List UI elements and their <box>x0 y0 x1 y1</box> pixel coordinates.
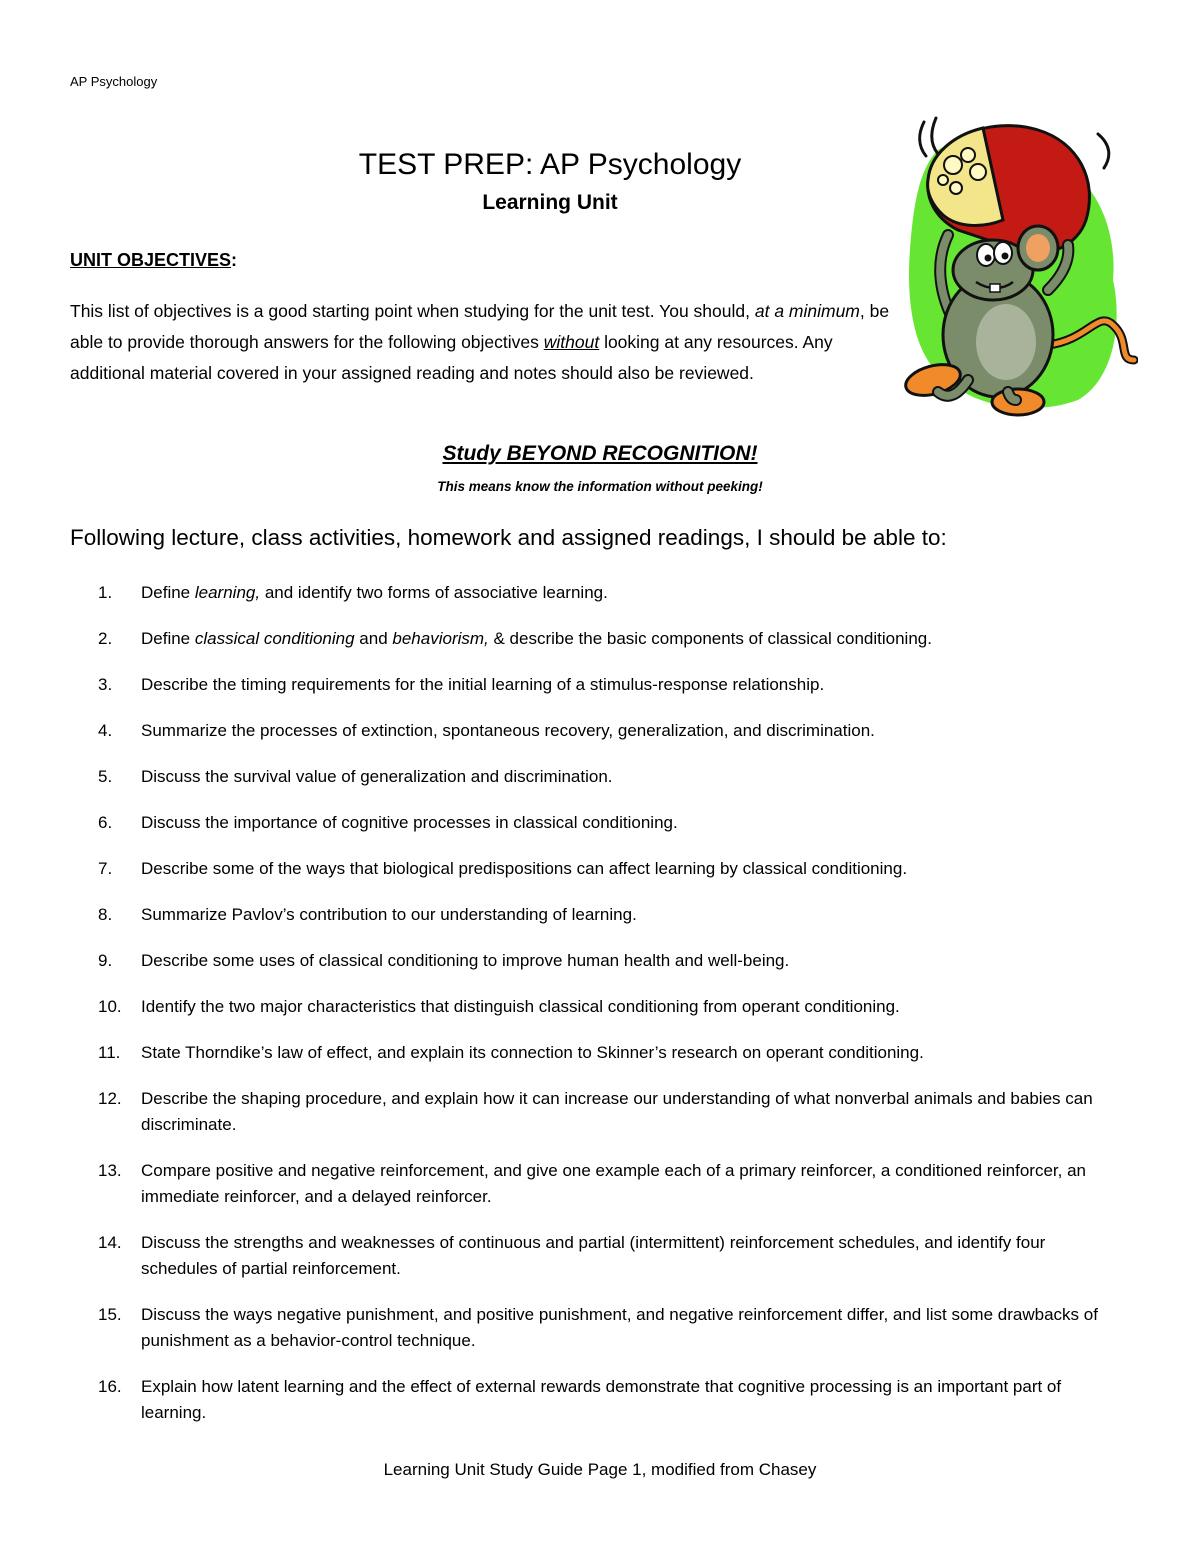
item-text: Describe the shaping procedure, and explain how it can increase our understanding of what nonverbal animals and babies can discriminate. <box>141 1089 1093 1134</box>
item-text <box>141 580 1126 606</box>
item-text: Describe the timing requirements for the initial learning of a stimulus-response relationship. <box>141 675 825 694</box>
study-note: This means know the information without peeking! <box>437 479 763 494</box>
objectives-intro <box>70 296 900 389</box>
item-number: 1. <box>98 583 113 602</box>
intro-text-1: This list of objectives is a good starting point when studying for the unit test. You should, <box>70 301 755 321</box>
item-number: 11. <box>98 1043 121 1062</box>
item-text: State Thorndike’s law of effect, and explain its connection to Skinner’s research on operant conditioning. <box>141 1043 924 1062</box>
item-number: 14. <box>98 1233 122 1252</box>
item-text: Summarize the processes of extinction, spontaneous recovery, generalization, and discrimination. <box>141 721 875 740</box>
mouse-eye <box>977 244 995 266</box>
intro-text-3: looking at any resources. Any additional material covered in your assigned reading and notes should also be reviewed. <box>70 332 833 383</box>
item-number: 2. <box>98 629 113 648</box>
item-number: 9. <box>98 951 113 970</box>
mouse-cheese-illustration <box>898 110 1138 422</box>
item-text: Discuss the survival value of generalization and discrimination. <box>141 767 613 786</box>
item-text: Describe some of the ways that biological predispositions can affect learning by classical conditioning. <box>141 859 908 878</box>
item-text-c: & describe the basic components of classical conditioning. <box>488 629 932 648</box>
item-number: 7. <box>98 859 113 878</box>
objectives-heading-text: UNIT OBJECTIVES <box>70 250 232 270</box>
item-text: Explain how latent learning and the effect of external rewards demonstrate that cognitive processing is an important part of learning. <box>141 1377 1062 1422</box>
item-number: 4. <box>98 721 113 740</box>
item-text-em2: behaviorism, <box>392 629 489 648</box>
page-header: AP Psychology <box>70 74 158 89</box>
study-banner: Study BEYOND RECOGNITION! <box>442 442 758 465</box>
item-text-b: and identify two forms of associative learning. <box>260 583 608 602</box>
intro-emphasis-1: at a minimum <box>754 301 860 321</box>
objectives-heading <box>70 250 237 271</box>
page-subtitle: Learning Unit <box>482 191 618 214</box>
item-number: 15. <box>98 1305 122 1324</box>
item-text-a: Define <box>141 629 195 648</box>
item-text-a: Define <box>141 583 195 602</box>
mouse-belly <box>976 304 1036 380</box>
item-text-em1: classical conditioning <box>194 629 355 648</box>
item-number: 3. <box>98 675 113 694</box>
page-title: TEST PREP: AP Psychology <box>358 148 742 181</box>
item-text: Summarize Pavlov’s contribution to our understanding of learning. <box>141 905 637 924</box>
item-text: Discuss the strengths and weaknesses of continuous and partial (intermittent) reinforcement schedules, and identify four schedules of partial reinforcement. <box>141 1233 1046 1278</box>
item-number: 16. <box>98 1377 122 1396</box>
lead-in: Following lecture, class activities, homework and assigned readings, I should be able to: <box>70 525 947 550</box>
objectives-heading-colon: : <box>231 250 238 270</box>
item-text: Identify the two major characteristics that distinguish classical conditioning from operant conditioning. <box>141 997 900 1016</box>
item-number: 10. <box>98 997 122 1016</box>
page-footer: Learning Unit Study Guide Page 1, modified from Chasey <box>383 1460 817 1479</box>
item-number: 5. <box>98 767 113 786</box>
item-text-b: and <box>354 629 393 648</box>
item-number: 8. <box>98 905 113 924</box>
item-number: 13. <box>98 1161 122 1180</box>
intro-text-2: , be able to provide thorough answers for the following objectives <box>70 301 890 352</box>
item-text: Describe some uses of classical conditioning to improve human health and well-being. <box>141 951 790 970</box>
item-text: Discuss the importance of cognitive processes in classical conditioning. <box>141 813 678 832</box>
item-number: 6. <box>98 813 113 832</box>
item-text-em1: learning, <box>194 583 261 602</box>
intro-emphasis-2: without <box>543 332 600 352</box>
item-text: Discuss the ways negative punishment, and positive punishment, and negative reinforcement differ, and list some drawbacks of punishment as a behavior-control technique. <box>141 1305 1098 1350</box>
item-text: Compare positive and negative reinforcement, and give one example each of a primary reinforcer, a conditioned reinforcer, an immediate reinforcer, and a delayed reinforcer. <box>141 1161 1086 1206</box>
item-text <box>141 626 1126 652</box>
item-number: 12. <box>98 1089 122 1108</box>
